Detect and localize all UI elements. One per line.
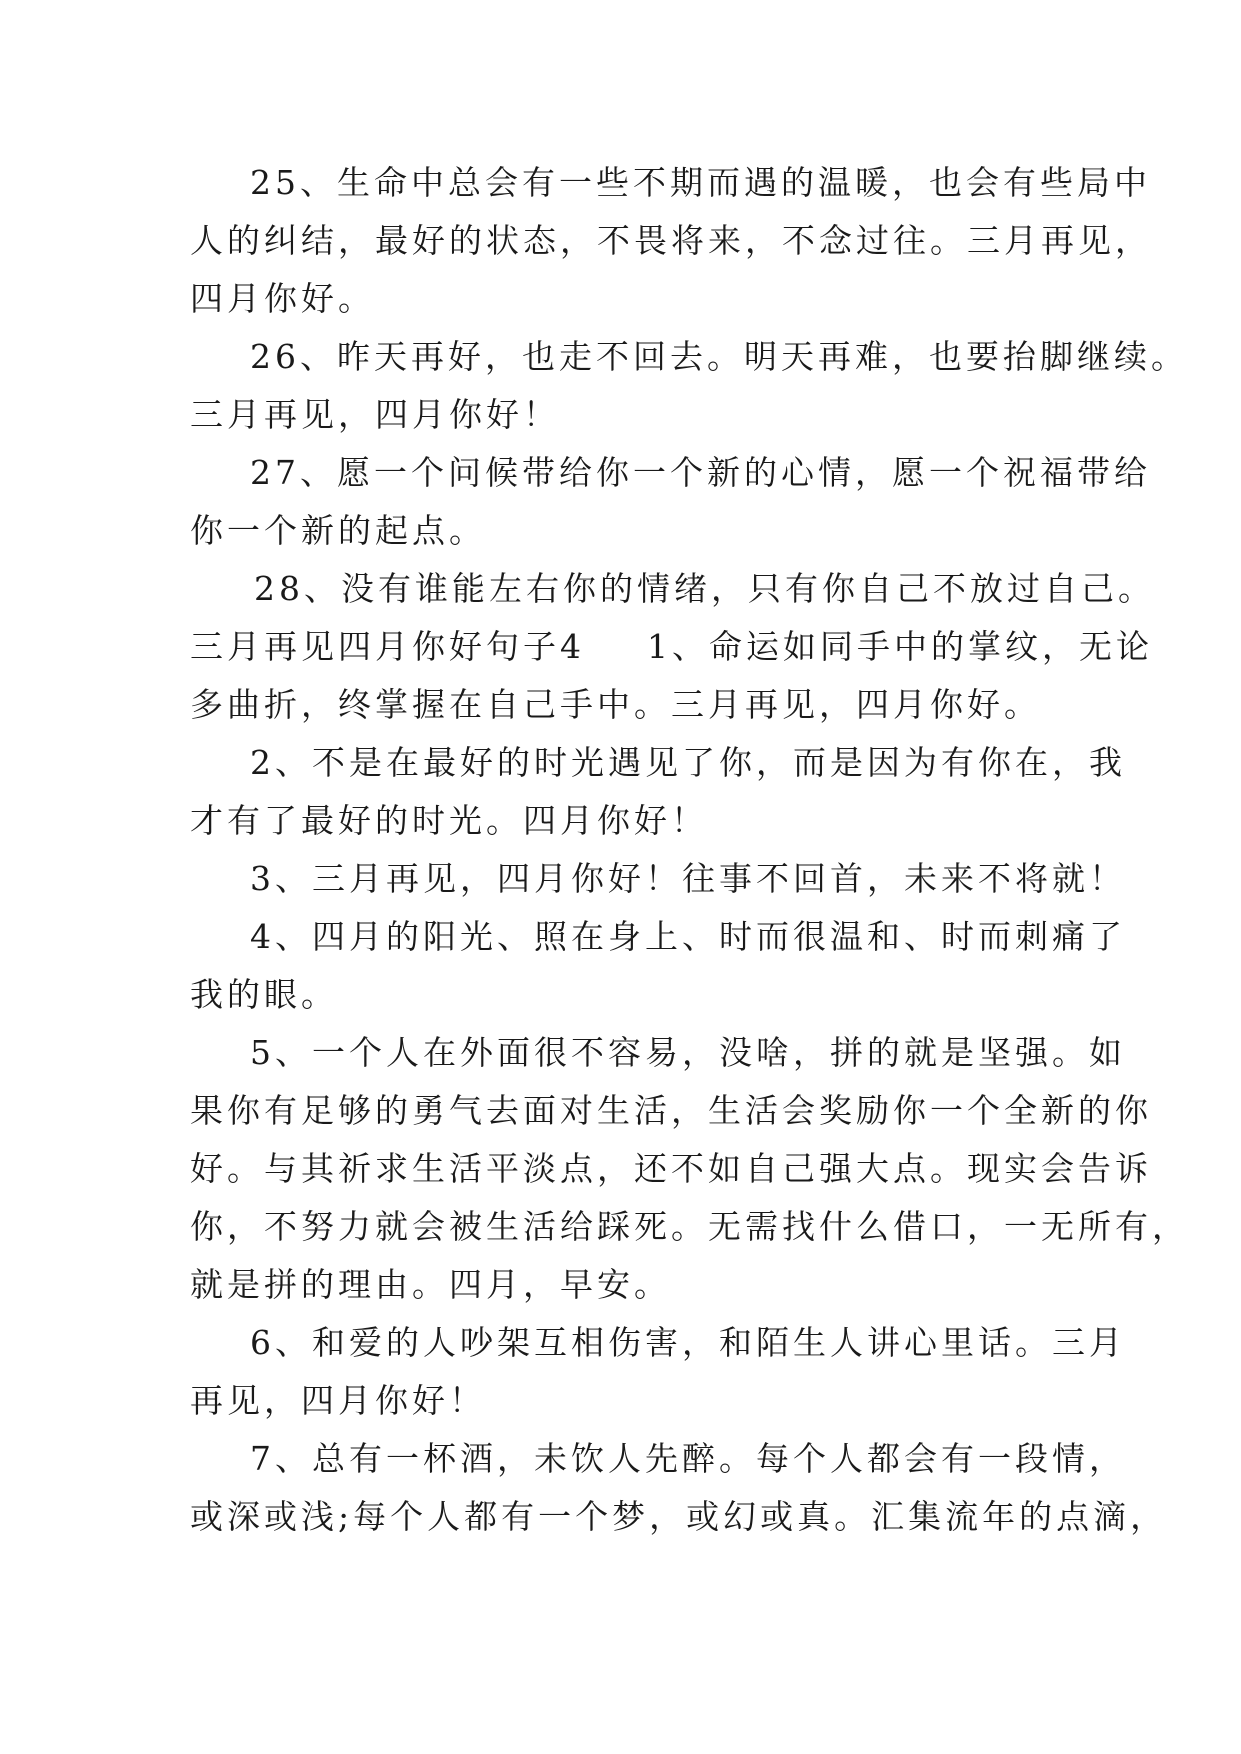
paragraph-27 (190, 444, 1151, 560)
text-line: 7、总有一杯酒，未饮人先醉。每个人都会有一段情， (250, 1439, 1126, 1478)
text-line: 多曲折，终掌握在自己手中。三月再见，四月你好。 (190, 685, 1041, 724)
text-line: 或深或浅;每个人都有一个梦，或幻或真。汇集流年的点滴， (190, 1497, 1168, 1536)
paragraph-6 (190, 1314, 1126, 1430)
text-line: 才有了最好的时光。四月你好！ (190, 801, 708, 840)
text-line: 26、昨天再好，也走不回去。明天再难，也要抬脚继续。 (250, 337, 1188, 376)
text-line: 5、一个人在外面很不容易，没啥，拼的就是坚强。如 (250, 1033, 1126, 1072)
text-line: 好。与其祈求生活平淡点，还不如自己强大点。现实会告诉 (190, 1149, 1152, 1188)
document-body (190, 154, 1189, 1546)
text-line: 你，不努力就会被生活给踩死。无需找什么借口，一无所有， (190, 1207, 1189, 1246)
paragraph-2 (190, 734, 1126, 850)
paragraph-3 (190, 850, 1126, 908)
paragraph-26 (190, 328, 1188, 444)
text-line: 3、三月再见，四月你好！往事不回首，未来不将就！ (250, 859, 1126, 898)
text-line: 6、和爱的人吵架互相伤害，和陌生人讲心里话。三月 (250, 1323, 1126, 1362)
section-item-text: 1、命运如同手中的掌纹，无论 (647, 627, 1153, 666)
text-line (190, 618, 1153, 676)
text-line: 人的纠结，最好的状态，不畏将来，不念过往。三月再见， (190, 221, 1152, 260)
text-line: 2、不是在最好的时光遇见了你，而是因为有你在，我 (250, 743, 1126, 782)
text-line: 25、生命中总会有一些不期而遇的温暖，也会有些局中 (250, 163, 1151, 202)
text-line: 你一个新的起点。 (190, 511, 486, 550)
paragraph-4 (190, 908, 1126, 1024)
text-line: 再见，四月你好！ (190, 1381, 486, 1420)
paragraph-28 (190, 560, 1155, 618)
paragraph-section-4-item-1 (190, 618, 1153, 734)
text-line: 三月再见，四月你好！ (190, 395, 560, 434)
text-line: 果你有足够的勇气去面对生活，生活会奖励你一个全新的你 (190, 1091, 1152, 1130)
text-line: 4、四月的阳光、照在身上、时而很温和、时而刺痛了 (250, 917, 1126, 956)
section-heading: 三月再见四月你好句子4 (190, 627, 585, 666)
text-line: 就是拼的理由。四月，早安。 (190, 1265, 671, 1304)
paragraph-25 (190, 154, 1152, 328)
paragraph-7 (190, 1430, 1168, 1546)
text-line: 28、没有谁能左右你的情绪，只有你自己不放过自己。 (254, 569, 1155, 608)
text-line: 27、愿一个问候带给你一个新的心情，愿一个祝福带给 (250, 453, 1151, 492)
text-line: 我的眼。 (190, 975, 338, 1014)
paragraph-5 (190, 1024, 1189, 1314)
text-line: 四月你好。 (190, 279, 375, 318)
